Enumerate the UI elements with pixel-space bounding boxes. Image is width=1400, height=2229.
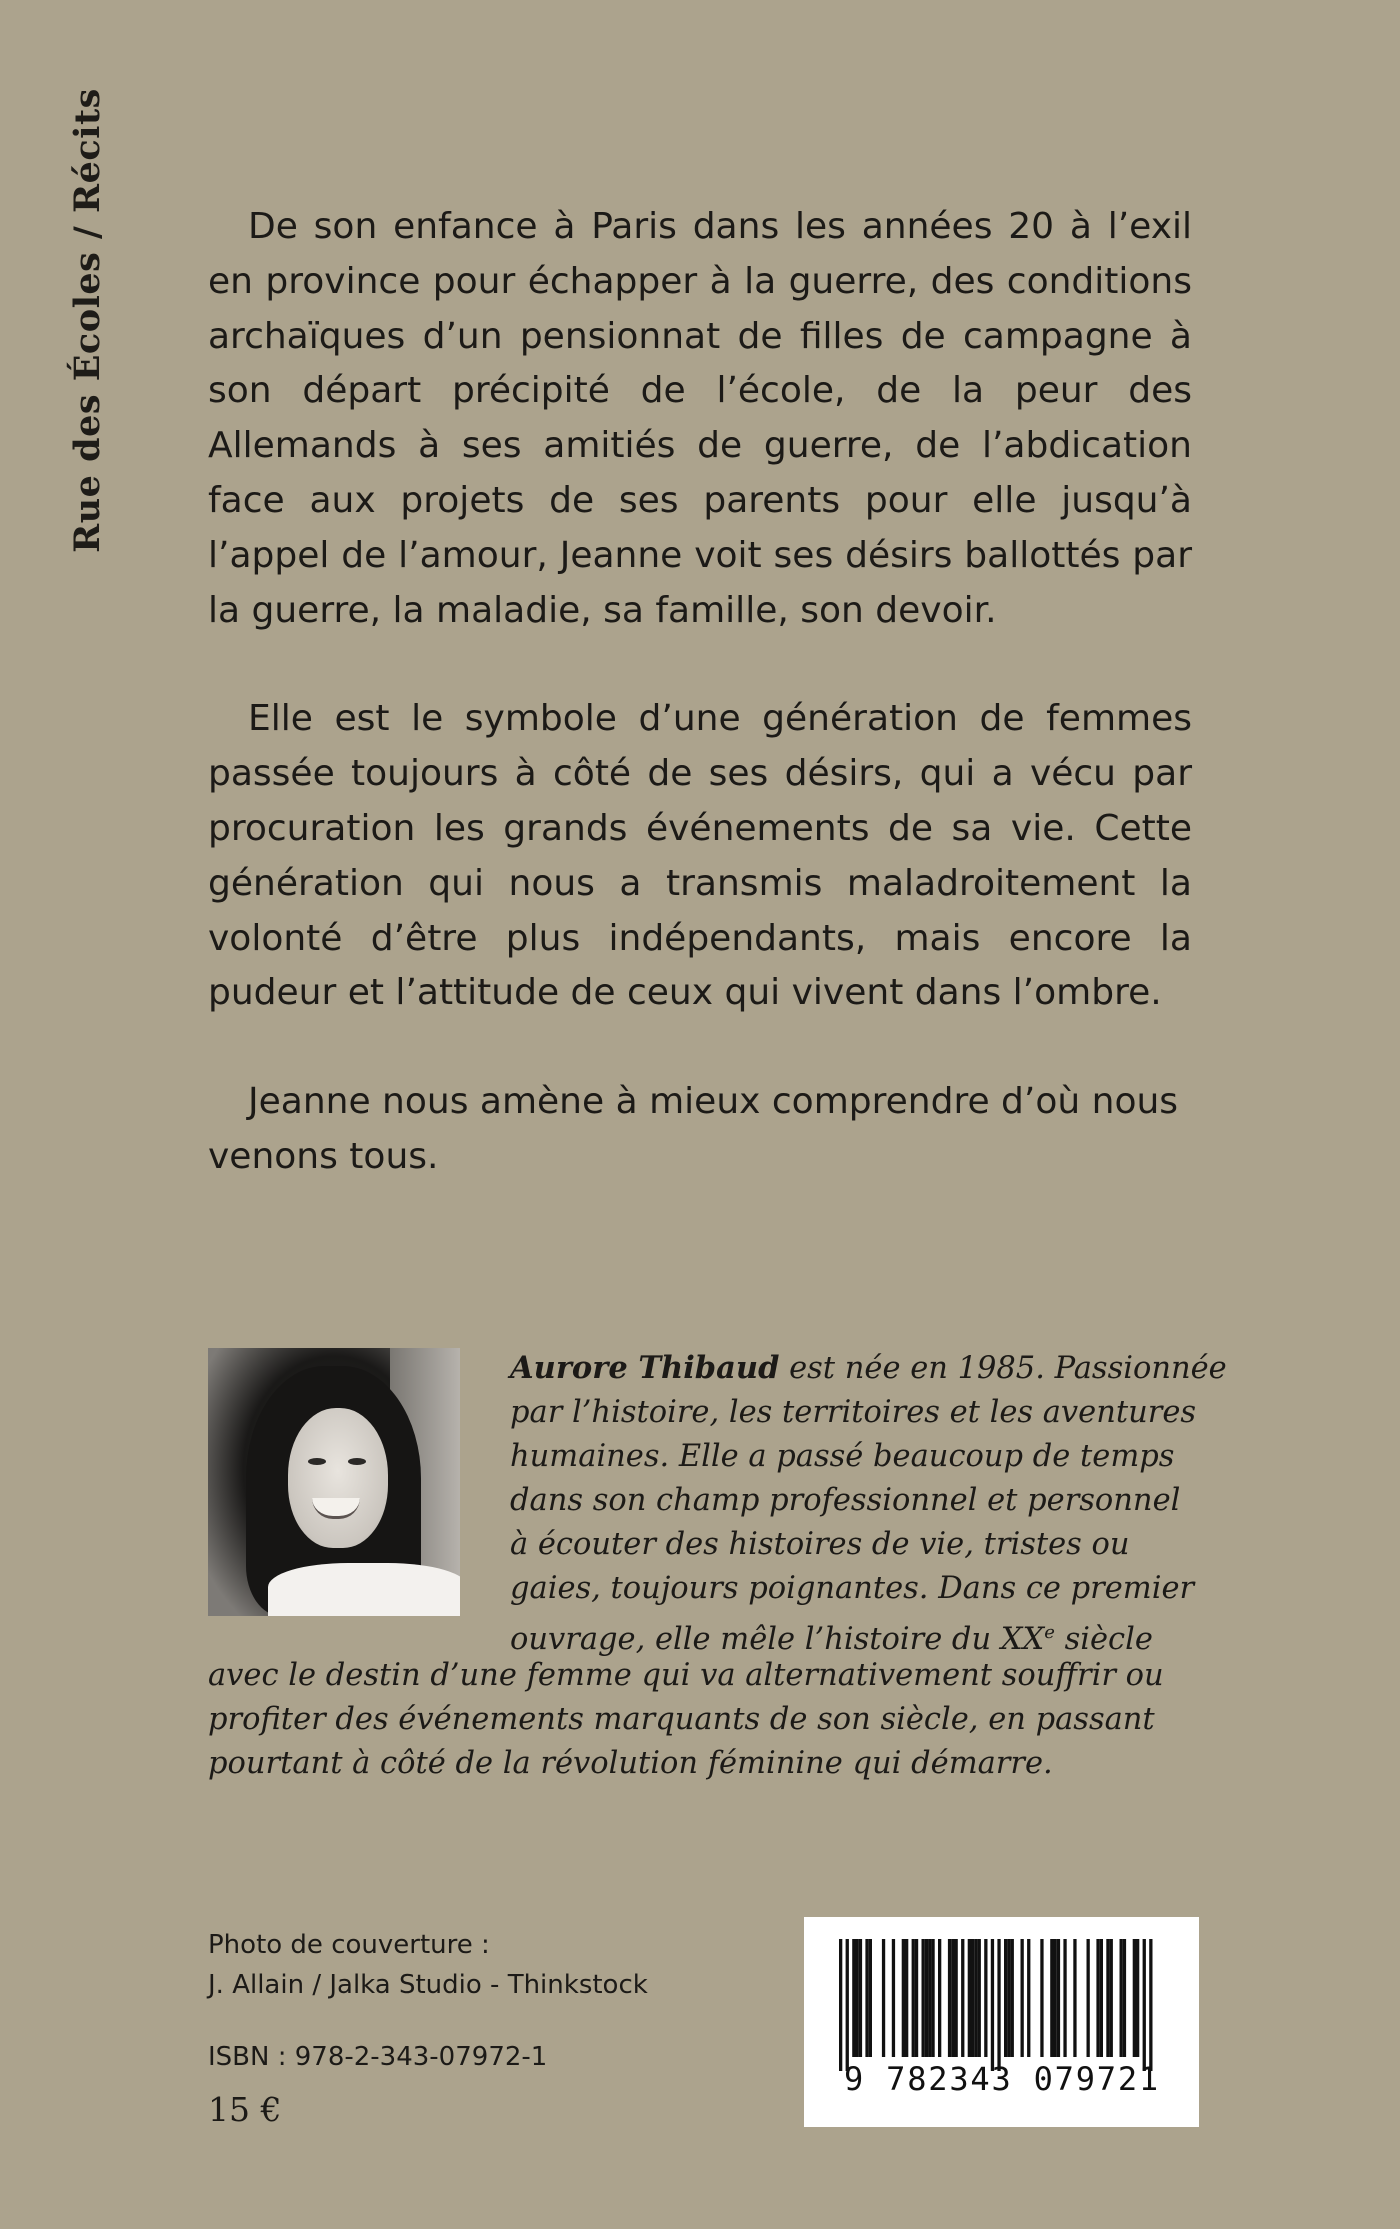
barcode-bar	[922, 1939, 925, 2057]
price: 15 €	[208, 2090, 282, 2129]
author-photo	[208, 1348, 460, 1616]
barcode-bar	[1110, 1939, 1113, 2057]
barcode-bar	[1063, 1939, 1066, 2057]
barcode-bar	[859, 1939, 862, 2057]
bio-line: Aurore Thibaud est née en 1985. Passionnée	[510, 1350, 1227, 1386]
author-bio-bottom	[208, 1654, 1194, 1786]
barcode-bar	[839, 1939, 842, 2071]
bio-line: pourtant à côté de la révolution féminine qui démarre.	[208, 1746, 1053, 1781]
barcode-bar	[1100, 1939, 1103, 2057]
spine-collection-label	[62, 87, 112, 553]
bio-line: gaies, toujours poignantes. Dans ce premier	[510, 1571, 1195, 1606]
barcode-bar	[905, 1939, 908, 2057]
barcode-bar	[915, 1939, 918, 2057]
barcode-bar	[1040, 1939, 1043, 2057]
barcode-bar	[1027, 1939, 1030, 2057]
barcode-bar	[984, 1939, 987, 2057]
barcode-bar	[938, 1939, 941, 2057]
bio-line: à écouter des histoires de vie, tristes ou	[510, 1527, 1130, 1562]
barcode-bar	[856, 1939, 859, 2057]
barcode-bar	[912, 1939, 915, 2057]
barcode-bar	[997, 1939, 1000, 2071]
bio-line: humaines. Elle a passé beaucoup de temps	[510, 1439, 1175, 1474]
author-name: Aurore Thibaud	[510, 1350, 780, 1386]
barcode-bar	[978, 1939, 981, 2057]
barcode-bar	[852, 1939, 855, 2057]
barcode-bar	[928, 1939, 931, 2057]
barcode-bar	[1133, 1939, 1136, 2057]
barcode-bar	[882, 1939, 885, 2057]
barcode-bar	[1021, 1939, 1024, 2057]
barcode-bar	[1057, 1939, 1060, 2057]
barcode-bar	[974, 1939, 977, 2057]
barcode-bar	[1087, 1939, 1090, 2057]
photo-credits	[208, 1925, 648, 2005]
barcode-bar	[1149, 1939, 1152, 2071]
barcode-bar	[1073, 1939, 1076, 2057]
barcode-bar	[1011, 1939, 1014, 2057]
barcode-bar	[1106, 1939, 1109, 2057]
barcode-bar	[892, 1939, 895, 2057]
barcode-bar	[902, 1939, 905, 2057]
barcode-bar	[1007, 1939, 1010, 2057]
barcode-digits: 9 782343 079721	[844, 2060, 1160, 2098]
blurb-paragraph-2: Elle est le symbole d’une génération de femmes passée toujours à côté de ses désirs, qui a vécu par procuration les grands événements de sa vie. Cette génération qui nous a transmis maladroitement la volonté d’être plus indépendants, mais encore la pudeur et l’attitude de ceux qui vivent dans l’ombre.	[208, 698, 1192, 1014]
barcode-bar	[931, 1939, 934, 2057]
barcode-bar	[1050, 1939, 1053, 2057]
credits-value: J. Allain / Jalka Studio - Thinkstock	[208, 1970, 648, 2000]
credits-label: Photo de couverture :	[208, 1930, 490, 1960]
back-cover-blurb	[208, 200, 1192, 1239]
barcode	[804, 1917, 1199, 2127]
bio-line: par l’histoire, les territoires et les aventures	[510, 1395, 1197, 1430]
barcode-bar	[948, 1939, 951, 2057]
blurb-paragraph-3: Jeanne nous amène à mieux comprendre d’où nous venons tous.	[208, 1081, 1179, 1177]
barcode-bar	[951, 1939, 954, 2057]
barcode-bar	[1143, 1939, 1146, 2071]
bio-line: avec le destin d’une femme qui va alternativement souffrir ou	[208, 1658, 1164, 1693]
barcode-bar	[869, 1939, 872, 2057]
bio-line: profiter des événements marquants de son siècle, en passant	[208, 1702, 1155, 1737]
bio-line: dans son champ professionnel et personnel	[510, 1483, 1181, 1518]
collection-title: Rue des Écoles / Récits	[66, 87, 108, 553]
barcode-bar	[955, 1939, 958, 2057]
barcode-bar	[961, 1939, 964, 2057]
barcode-bar	[925, 1939, 928, 2057]
barcode-bar	[1120, 1939, 1123, 2057]
barcode-bar	[1054, 1939, 1057, 2057]
barcode-bar	[991, 1939, 994, 2071]
author-bio-top	[510, 1346, 1227, 1662]
barcode-bar	[1123, 1939, 1126, 2057]
barcode-bar	[971, 1939, 974, 2057]
barcode-bar	[1096, 1939, 1099, 2057]
barcode-bar	[865, 1939, 868, 2057]
bio-line: ouvrage, elle mêle l’histoire du XXe siècle	[510, 1622, 1153, 1658]
barcode-bar	[1136, 1939, 1139, 2057]
isbn: ISBN : 978-2-343-07972-1	[208, 2042, 548, 2072]
blurb-paragraph-1: De son enfance à Paris dans les années 20 à l’exil en province pour échapper à la guerre, des conditions archaïques d’un pensionnat de filles de campagne à son départ précipité de l’école, de la peur des Allemands à ses amitiés de guerre, de l’abdication face aux projets de ses parents pour elle jusqu’à l’appel de l’amour, Jeanne voit ses désirs ballottés par la guerre, la maladie, sa famille, son devoir.	[208, 206, 1192, 631]
barcode-bar	[968, 1939, 971, 2057]
barcode-bar	[1004, 1939, 1007, 2057]
barcode-bar	[846, 1939, 849, 2071]
